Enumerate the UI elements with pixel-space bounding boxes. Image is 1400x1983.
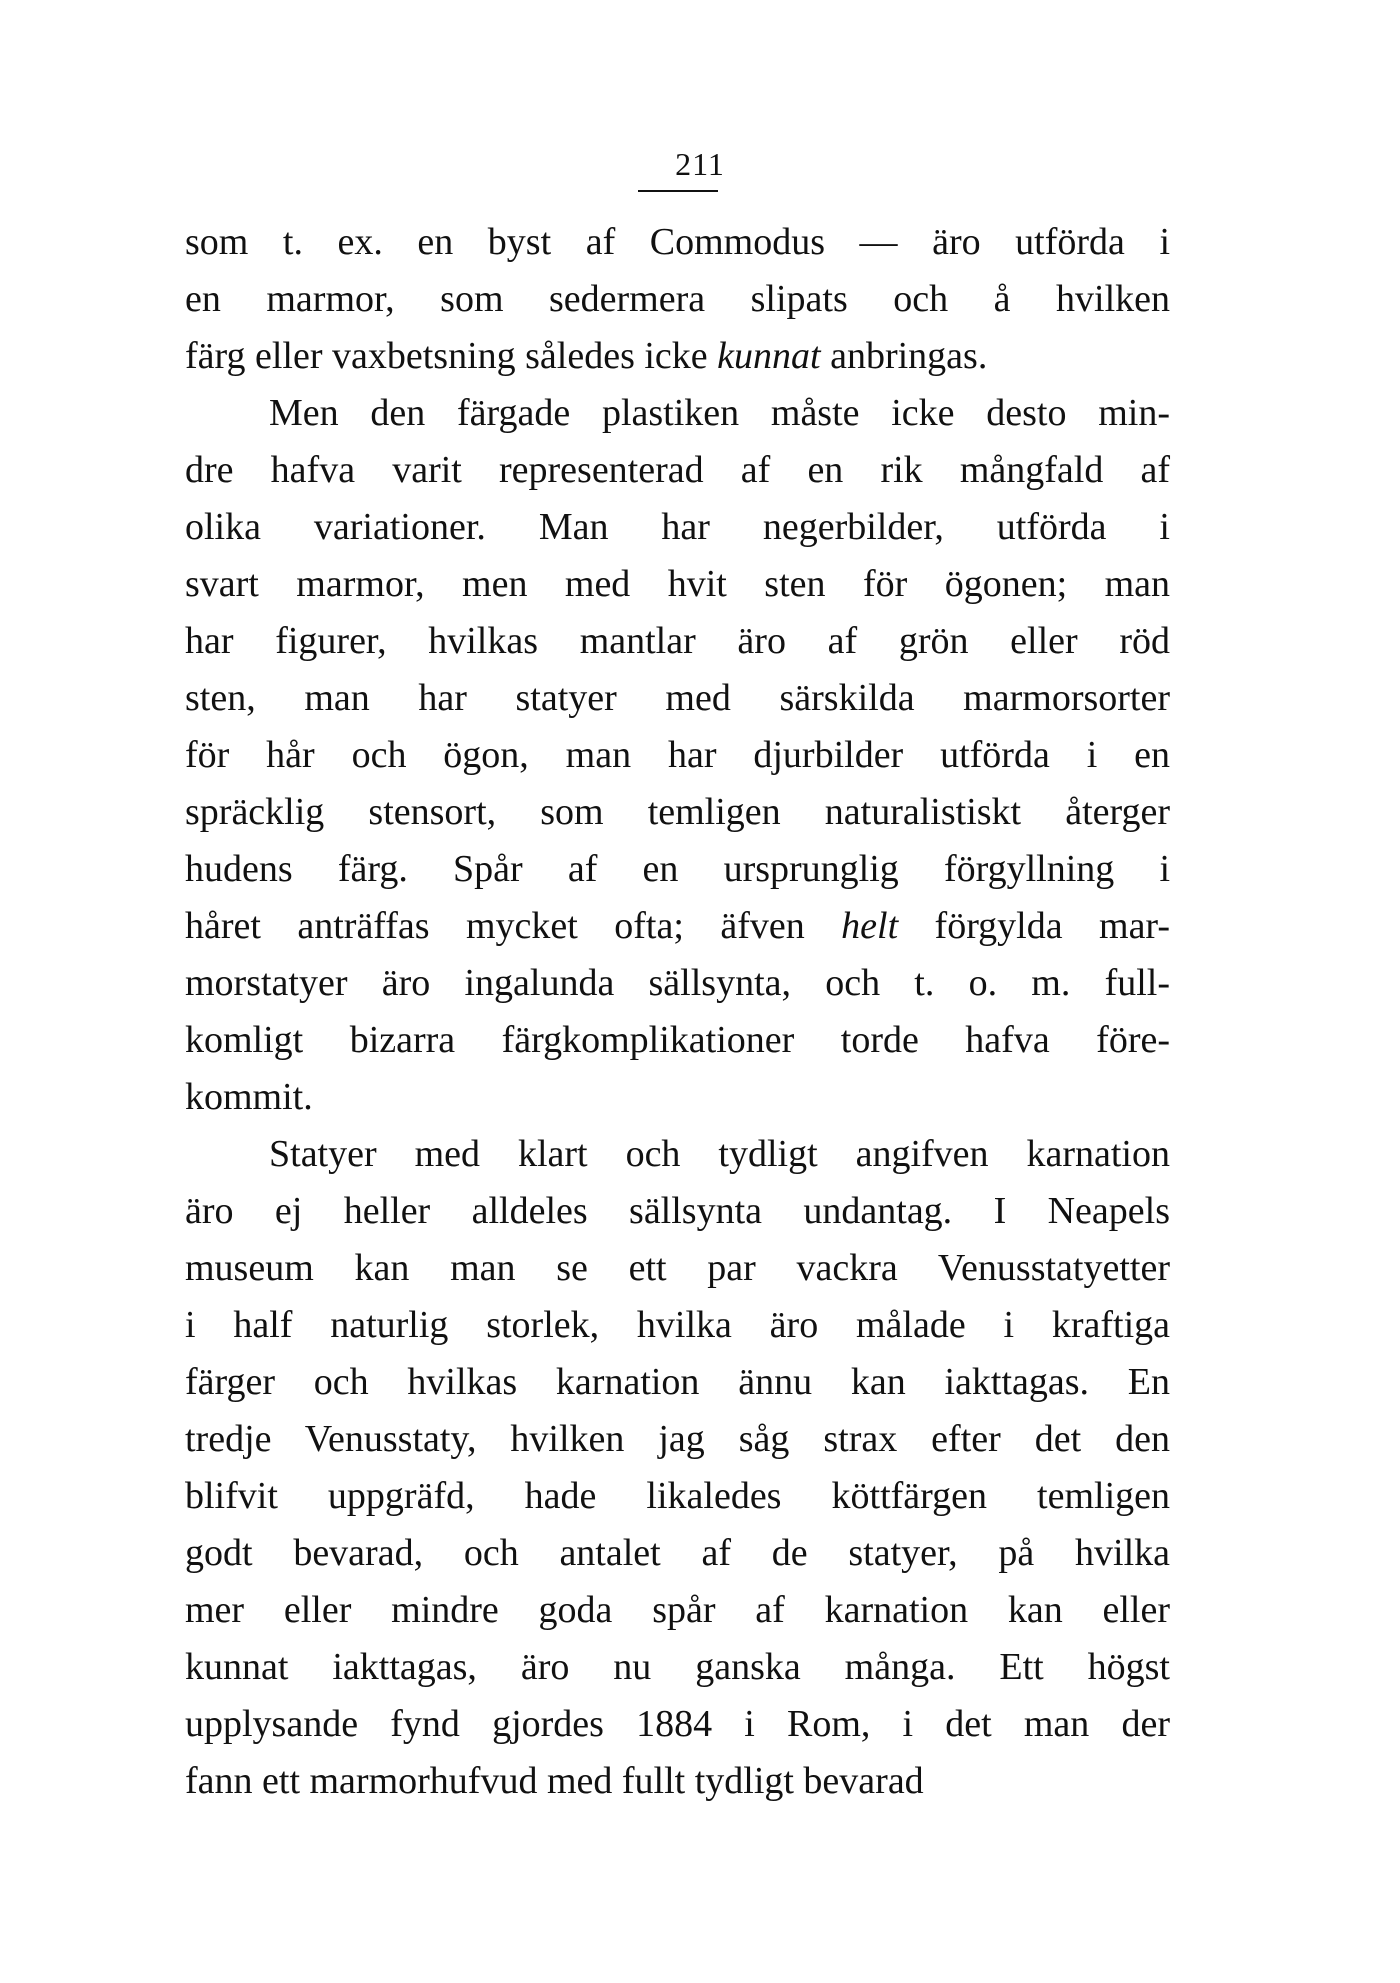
text-line bbox=[185, 1696, 1170, 1753]
italic-text-run: kunnat bbox=[717, 335, 821, 377]
text-run: komligt bizarra färgkomplikationer torde hafva före- bbox=[185, 1019, 1170, 1061]
text-line bbox=[185, 1639, 1170, 1696]
italic-text-run: helt bbox=[841, 905, 899, 947]
text-line bbox=[185, 1525, 1170, 1582]
paragraph bbox=[185, 1126, 1170, 1810]
text-line bbox=[185, 1582, 1170, 1639]
body-text bbox=[185, 214, 1170, 1810]
text-run: olika variationer. Man har negerbilder, utförda i bbox=[185, 506, 1170, 548]
text-run: dre hafva varit representerad af en rik mångfald af bbox=[185, 449, 1170, 491]
text-line bbox=[185, 1297, 1170, 1354]
text-line bbox=[185, 841, 1170, 898]
text-line bbox=[185, 271, 1170, 328]
text-run: museum kan man se ett par vackra Venusstatyetter bbox=[185, 1247, 1170, 1289]
paragraph bbox=[185, 214, 1170, 385]
text-line bbox=[185, 1411, 1170, 1468]
text-run: tredje Venusstaty, hvilken jag såg strax efter det den bbox=[185, 1418, 1170, 1460]
text-line bbox=[185, 613, 1170, 670]
text-line bbox=[185, 556, 1170, 613]
text-line bbox=[185, 1354, 1170, 1411]
text-line bbox=[185, 1069, 1170, 1126]
text-line bbox=[185, 442, 1170, 499]
text-line bbox=[185, 1753, 1170, 1810]
text-line bbox=[185, 955, 1170, 1012]
text-run: har figurer, hvilkas mantlar äro af grön eller röd bbox=[185, 620, 1170, 662]
text-run: förgylda mar- bbox=[898, 905, 1170, 947]
page-number-rule bbox=[638, 190, 718, 192]
text-run: färg eller vaxbetsning således icke bbox=[185, 335, 718, 377]
text-run: kunnat iakttagas, äro nu ganska många. Ett högst bbox=[185, 1646, 1170, 1688]
text-run: godt bevarad, och antalet af de statyer, på hvilka bbox=[185, 1532, 1170, 1574]
text-line bbox=[185, 1183, 1170, 1240]
text-run: blifvit uppgräfd, hade likaledes köttfärgen temligen bbox=[185, 1475, 1170, 1517]
text-line bbox=[185, 328, 1170, 385]
text-line bbox=[185, 1240, 1170, 1297]
text-run: morstatyer äro ingalunda sällsynta, och t. o. m. full- bbox=[185, 962, 1170, 1004]
text-line bbox=[185, 499, 1170, 556]
text-run: upplysande fynd gjordes 1884 i Rom, i det man der bbox=[185, 1703, 1170, 1745]
text-run: sten, man har statyer med särskilda marmorsorter bbox=[185, 677, 1170, 719]
text-run: en marmor, som sedermera slipats och å hvilken bbox=[185, 278, 1170, 320]
text-run: anbringas. bbox=[820, 335, 988, 377]
text-run: Statyer med klart och tydligt angifven karnation bbox=[269, 1133, 1170, 1175]
text-line bbox=[185, 898, 1170, 955]
text-line bbox=[185, 1468, 1170, 1525]
text-run: hudens färg. Spår af en ursprunglig förgyllning i bbox=[185, 848, 1170, 890]
text-run: för hår och ögon, man har djurbilder utförda i en bbox=[185, 734, 1170, 776]
text-line bbox=[185, 670, 1170, 727]
text-run: i half naturlig storlek, hvilka äro målade i kraftiga bbox=[185, 1304, 1170, 1346]
text-run: fann ett marmorhufvud med fullt tydligt bevarad bbox=[185, 1760, 924, 1802]
text-run: håret anträffas mycket ofta; äfven bbox=[185, 905, 842, 947]
text-run: mer eller mindre goda spår af karnation kan eller bbox=[185, 1589, 1170, 1631]
text-line bbox=[185, 784, 1170, 841]
text-run: kommit. bbox=[185, 1076, 313, 1118]
text-run: äro ej heller alldeles sällsynta undantag. I Neapels bbox=[185, 1190, 1170, 1232]
paragraph bbox=[185, 385, 1170, 1126]
text-run: spräcklig stensort, som temligen naturalistiskt återger bbox=[185, 791, 1170, 833]
text-line bbox=[185, 385, 1170, 442]
text-line bbox=[185, 727, 1170, 784]
page-number: 211 bbox=[675, 146, 725, 182]
text-run: som t. ex. en byst af Commodus — äro utförda i bbox=[185, 221, 1170, 263]
text-run: färger och hvilkas karnation ännu kan iakttagas. En bbox=[185, 1361, 1170, 1403]
text-line bbox=[185, 1012, 1170, 1069]
text-line bbox=[185, 214, 1170, 271]
text-run: svart marmor, men med hvit sten för ögonen; man bbox=[185, 563, 1170, 605]
text-line bbox=[185, 1126, 1170, 1183]
text-run: Men den färgade plastiken måste icke desto min- bbox=[269, 392, 1170, 434]
